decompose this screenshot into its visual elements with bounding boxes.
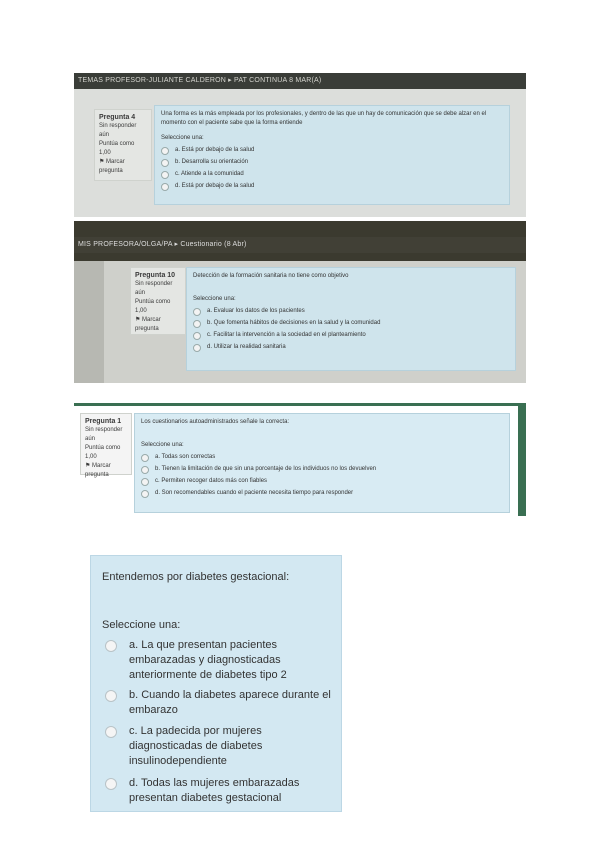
answer-label: b. Que fomenta hábitos de decisiones en la salud y la comunidad <box>207 320 381 326</box>
answer-option[interactable] <box>161 182 503 191</box>
question-info-box <box>94 109 152 181</box>
breadcrumb[interactable]: TEMAS PROFESOR-JULIANTE CALDERON ▸ PAT CONTINUA 8 MAR(A) <box>74 73 526 89</box>
answer-label: b. Cuando la diabetes aparece durante el embarazo <box>129 689 331 716</box>
question-status: Sin responder aún <box>99 123 137 138</box>
answer-label: b. Desarrolla su orientación <box>175 159 249 165</box>
radio-button[interactable] <box>161 159 169 167</box>
radio-button[interactable] <box>193 332 201 340</box>
question-panel <box>134 413 510 513</box>
question-number: Pregunta 10 <box>135 272 176 279</box>
radio-button[interactable] <box>193 344 201 352</box>
question-info-box <box>130 267 186 335</box>
radio-button[interactable] <box>161 147 169 155</box>
breadcrumb[interactable]: MIS PROFESORA/OLGA/PA ▸ Cuestionario (8 Abr) <box>74 237 526 253</box>
quiz-photo-2 <box>74 221 526 383</box>
answer-label: a. Evaluar los datos de los pacientes <box>207 308 305 314</box>
flag-question-link[interactable] <box>85 462 127 480</box>
flag-label: Marcar pregunta <box>99 159 125 174</box>
answer-prompt: Seleccione una: <box>102 619 181 631</box>
radio-button[interactable] <box>193 320 201 328</box>
answer-option[interactable] <box>193 319 509 328</box>
answer-option[interactable] <box>193 331 509 340</box>
answer-label: c. Permiten recoger datos más con fiables <box>155 478 268 484</box>
answer-prompt: Seleccione una: <box>193 296 236 302</box>
answer-label: c. Atiende a la comunidad <box>175 171 244 177</box>
answer-label: a. La que presentan pacientes embarazadas y diagnosticadas anteriormente de diabetes tipo 2 <box>129 639 287 681</box>
question-points: Puntúa como 1,00 <box>99 141 135 156</box>
answer-prompt: Seleccione una: <box>141 442 184 448</box>
flag-label: Marcar pregunta <box>135 317 161 332</box>
radio-button[interactable] <box>105 640 117 652</box>
answer-label: b. Tienen la limitación de que sin una porcentaje de los individuos no los devuelven <box>155 466 377 472</box>
answer-prompt: Seleccione una: <box>161 135 204 141</box>
answer-option[interactable] <box>141 489 503 498</box>
radio-button[interactable] <box>141 454 149 462</box>
question-text: Entendemos por diabetes gestacional: <box>102 571 290 583</box>
answer-label: d. Todas las mujeres embarazadas presentan diabetes gestacional <box>129 777 300 804</box>
quiz-photo-1 <box>74 73 526 217</box>
answer-option[interactable] <box>193 307 509 316</box>
answer-option[interactable] <box>161 158 503 167</box>
scrollbar[interactable] <box>518 403 526 516</box>
question-panel <box>154 105 510 205</box>
flag-question-link[interactable] <box>99 158 147 176</box>
top-bar <box>74 403 526 406</box>
answer-option[interactable] <box>193 343 509 352</box>
answer-option[interactable] <box>141 477 503 486</box>
answer-label: a. Está por debajo de la salud <box>175 147 255 153</box>
radio-button[interactable] <box>141 466 149 474</box>
flag-icon: ⚑ <box>85 463 93 469</box>
radio-button[interactable] <box>141 490 149 498</box>
question-panel <box>186 267 516 371</box>
radio-button[interactable] <box>193 308 201 316</box>
answer-option-d[interactable] <box>105 776 333 806</box>
question-number: Pregunta 4 <box>99 114 136 121</box>
question-points: Puntúa como 1,00 <box>135 299 171 314</box>
quiz-screenshot-3 <box>74 403 526 516</box>
flag-icon: ⚑ <box>99 159 107 165</box>
radio-button[interactable] <box>161 171 169 179</box>
answer-label: d. Utilizar la realidad sanitaria <box>207 344 286 350</box>
answer-option[interactable] <box>141 465 503 474</box>
answer-option-c[interactable] <box>105 724 333 769</box>
question-card <box>90 555 342 812</box>
question-status: Sin responder aún <box>85 427 123 442</box>
flag-label: Marcar pregunta <box>85 463 111 478</box>
question-text: Los cuestionarios autoadministrados señale la correcta: <box>141 419 290 425</box>
flag-question-link[interactable] <box>135 316 181 334</box>
question-text: Detección de la formación sanitaria no tiene como objetivo <box>193 273 349 279</box>
answer-option[interactable] <box>141 453 503 462</box>
answer-option-a[interactable] <box>105 638 333 683</box>
answer-label: c. La padecida por mujeres diagnosticadas de diabetes insulinodependiente <box>129 725 263 767</box>
question-number: Pregunta 1 <box>85 418 122 425</box>
question-points: Puntúa como 1,00 <box>85 445 121 460</box>
question-info-box <box>80 413 132 478</box>
question-status: Sin responder aún <box>135 281 173 296</box>
flag-icon: ⚑ <box>135 317 143 323</box>
radio-button[interactable] <box>105 778 117 790</box>
question-text: Una forma es la más empleada por los profesionales, y dentro de las que un hay de comunicación que se debe alzar en el momento con el paciente sabe que la forma entiende <box>161 111 487 126</box>
radio-button[interactable] <box>105 726 117 738</box>
answer-option[interactable] <box>161 146 503 155</box>
radio-button[interactable] <box>161 183 169 191</box>
radio-button[interactable] <box>141 478 149 486</box>
answer-option-b[interactable] <box>105 688 333 718</box>
radio-button[interactable] <box>105 690 117 702</box>
answer-label: c. Facilitar la intervención a la sociedad en el planteamiento <box>207 332 366 338</box>
answer-label: a. Todas son correctas <box>155 454 216 460</box>
answer-label: d. Está por debajo de la salud <box>175 183 255 189</box>
page-edge <box>74 261 104 383</box>
answer-label: d. Son recomendables cuando el paciente necesita tiempo para responder <box>155 490 354 496</box>
answer-option[interactable] <box>161 170 503 179</box>
